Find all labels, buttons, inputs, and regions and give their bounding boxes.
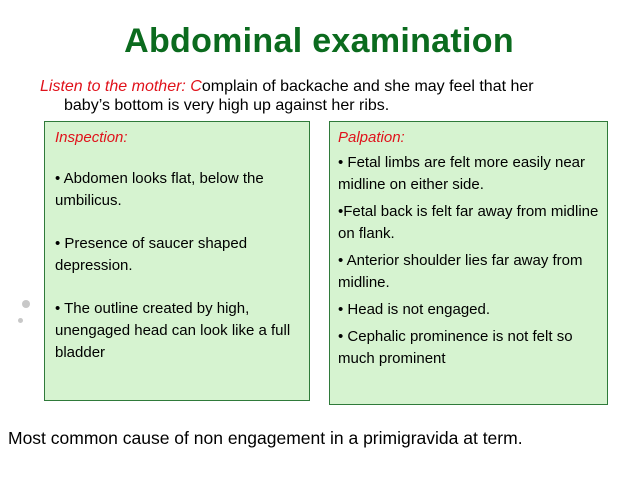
intro-line2: baby’s bottom is very high up against her ribs. xyxy=(64,97,390,114)
palpation-item: • Head is not engaged. xyxy=(338,301,491,318)
slide-title: Abdominal examination xyxy=(124,22,514,60)
dot-icon xyxy=(22,300,30,308)
palpation-heading: Palpation: xyxy=(338,129,405,146)
intro-lead: Listen to the mother: C xyxy=(40,78,202,95)
inspection-heading: Inspection: xyxy=(55,129,128,146)
palpation-item: • Cephalic prominence is not felt so much prominent xyxy=(338,328,573,367)
palpation-item: • Fetal limbs are felt more easily near midline on either side. xyxy=(338,154,586,193)
palpation-item: • Anterior shoulder lies far away from midline. xyxy=(338,252,583,291)
footer-note: Most common cause of non engagement in a primigravida at term. xyxy=(8,428,523,448)
inspection-item: • The outline created by high, unengaged head can look like a full bladder xyxy=(55,300,291,361)
intro-text xyxy=(40,77,620,115)
dot-icon xyxy=(18,318,23,323)
inspection-box xyxy=(44,121,310,401)
inspection-item: • Presence of saucer shaped depression. xyxy=(55,235,248,274)
palpation-item: •Fetal back is felt far away from midline on flank. xyxy=(338,203,599,242)
intro-line1: omplain of backache and she may feel that her xyxy=(201,78,534,95)
palpation-box xyxy=(329,121,608,405)
inspection-item: • Abdomen looks flat, below the umbilicus. xyxy=(55,170,264,209)
